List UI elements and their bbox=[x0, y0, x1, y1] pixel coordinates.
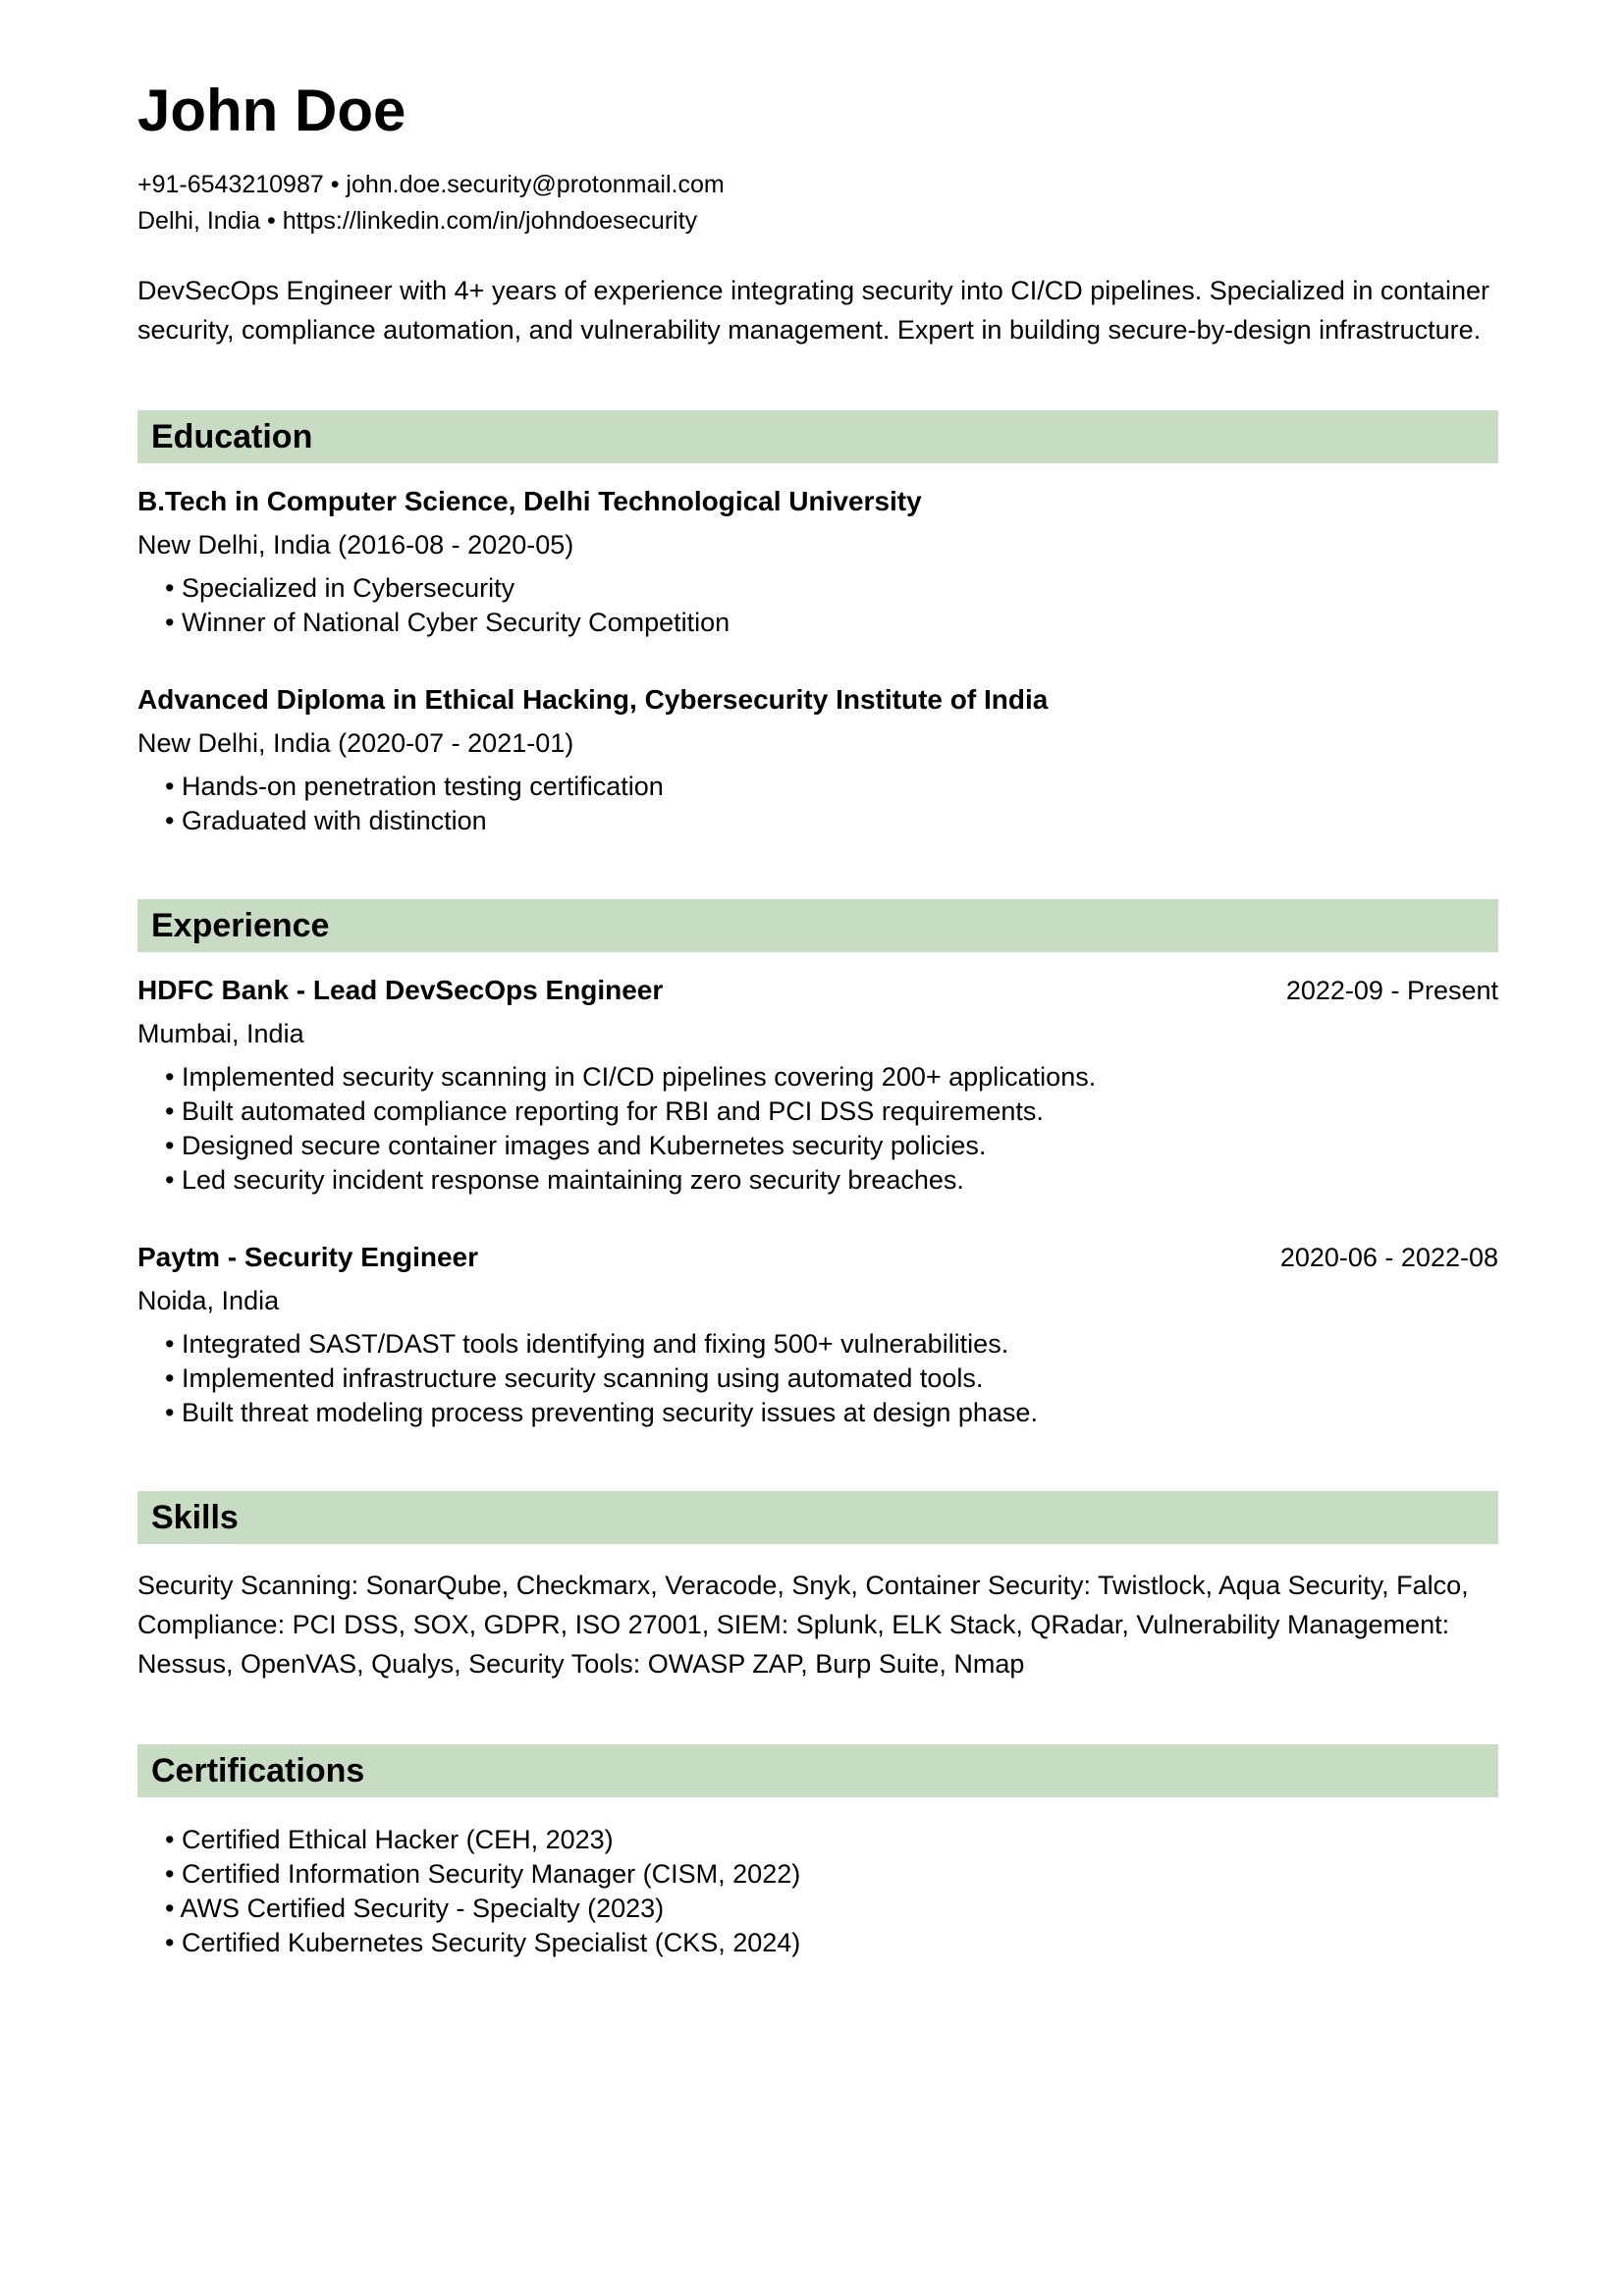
experience-entry-head bbox=[137, 974, 1498, 1007]
list-item: • AWS Certified Security - Specialty (2023) bbox=[165, 1892, 1498, 1926]
education-entry bbox=[137, 485, 1498, 640]
degree-title: B.Tech in Computer Science, Delhi Technological University bbox=[137, 486, 922, 516]
list-item: • Certified Information Security Manager (CISM, 2022) bbox=[165, 1857, 1498, 1892]
professional-summary: DevSecOps Engineer with 4+ years of experience integrating security into CI/CD pipelines. Specialized in container security, compliance automation, and vulnerability management. Expert in building secure-by-design infrastructure. bbox=[137, 276, 1489, 345]
degree-highlights bbox=[137, 770, 1498, 838]
section-title-experience: Experience bbox=[137, 899, 1498, 952]
section-title-education: Education bbox=[137, 410, 1498, 463]
list-item: • Led security incident response maintaining zero security breaches. bbox=[165, 1163, 1498, 1198]
education-entry-head bbox=[137, 485, 1498, 518]
job-dates: 2020-06 - 2022-08 bbox=[1279, 1243, 1498, 1272]
contact-block bbox=[137, 167, 1498, 240]
education-entry-head bbox=[137, 683, 1498, 717]
list-item: • Graduated with distinction bbox=[165, 804, 1498, 838]
degree-highlights bbox=[137, 571, 1498, 640]
certifications-list bbox=[137, 1823, 1498, 1960]
list-item: • Implemented security scanning in CI/CD pipelines covering 200+ applications. bbox=[165, 1060, 1498, 1095]
list-item: • Certified Ethical Hacker (CEH, 2023) bbox=[165, 1823, 1498, 1857]
education-entry bbox=[137, 683, 1498, 838]
candidate-name: John Doe bbox=[137, 78, 406, 143]
experience-entry bbox=[137, 974, 1498, 1198]
list-item: • Built automated compliance reporting for RBI and PCI DSS requirements. bbox=[165, 1095, 1498, 1129]
degree-location-dates: New Delhi, India (2016-08 - 2020-05) bbox=[137, 530, 574, 560]
job-title: HDFC Bank - Lead DevSecOps Engineer bbox=[137, 975, 664, 1005]
section-title-skills: Skills bbox=[137, 1491, 1498, 1544]
list-item: • Hands-on penetration testing certification bbox=[165, 770, 1498, 804]
list-item: • Certified Kubernetes Security Specialist (CKS, 2024) bbox=[165, 1926, 1498, 1960]
job-highlights bbox=[137, 1060, 1498, 1198]
contact-phone-email: +91-6543210987 • john.doe.security@protonmail.com bbox=[137, 171, 725, 198]
degree-title: Advanced Diploma in Ethical Hacking, Cybersecurity Institute of India bbox=[137, 684, 1049, 715]
job-title: Paytm - Security Engineer bbox=[137, 1242, 479, 1272]
section-education bbox=[137, 410, 1498, 838]
section-skills bbox=[137, 1491, 1498, 1683]
experience-entry bbox=[137, 1241, 1498, 1430]
list-item: • Integrated SAST/DAST tools identifying and fixing 500+ vulnerabilities. bbox=[165, 1327, 1498, 1362]
list-item: • Built threat modeling process preventing security issues at design phase. bbox=[165, 1396, 1498, 1430]
list-item: • Specialized in Cybersecurity bbox=[165, 571, 1498, 606]
skills-list: Security Scanning: SonarQube, Checkmarx, Veracode, Snyk, Container Security: Twistlock, Aqua Security, Falco, Compliance: PCI DSS, SOX, GDPR, ISO 27001, SIEM: Splunk, ELK Stack, QRadar, Vulnerability Management: Nessus, OpenVAS, Qualys, Security Tools: OWASP ZAP, Burp Suite, Nmap bbox=[137, 1571, 1469, 1679]
job-location: Mumbai, India bbox=[137, 1019, 304, 1048]
degree-location-dates: New Delhi, India (2020-07 - 2021-01) bbox=[137, 728, 574, 758]
job-highlights bbox=[137, 1327, 1498, 1430]
job-dates: 2022-09 - Present bbox=[1285, 976, 1498, 1005]
list-item: • Winner of National Cyber Security Competition bbox=[165, 606, 1498, 640]
list-item: • Designed secure container images and Kubernetes security policies. bbox=[165, 1129, 1498, 1163]
contact-location-linkedin: Delhi, India • https://linkedin.com/in/johndoesecurity bbox=[137, 207, 698, 235]
section-certifications bbox=[137, 1744, 1498, 1960]
list-item: • Implemented infrastructure security scanning using automated tools. bbox=[165, 1362, 1498, 1396]
job-location: Noida, India bbox=[137, 1286, 280, 1315]
experience-entry-head bbox=[137, 1241, 1498, 1274]
section-title-certifications: Certifications bbox=[137, 1744, 1498, 1797]
section-experience bbox=[137, 899, 1498, 1430]
